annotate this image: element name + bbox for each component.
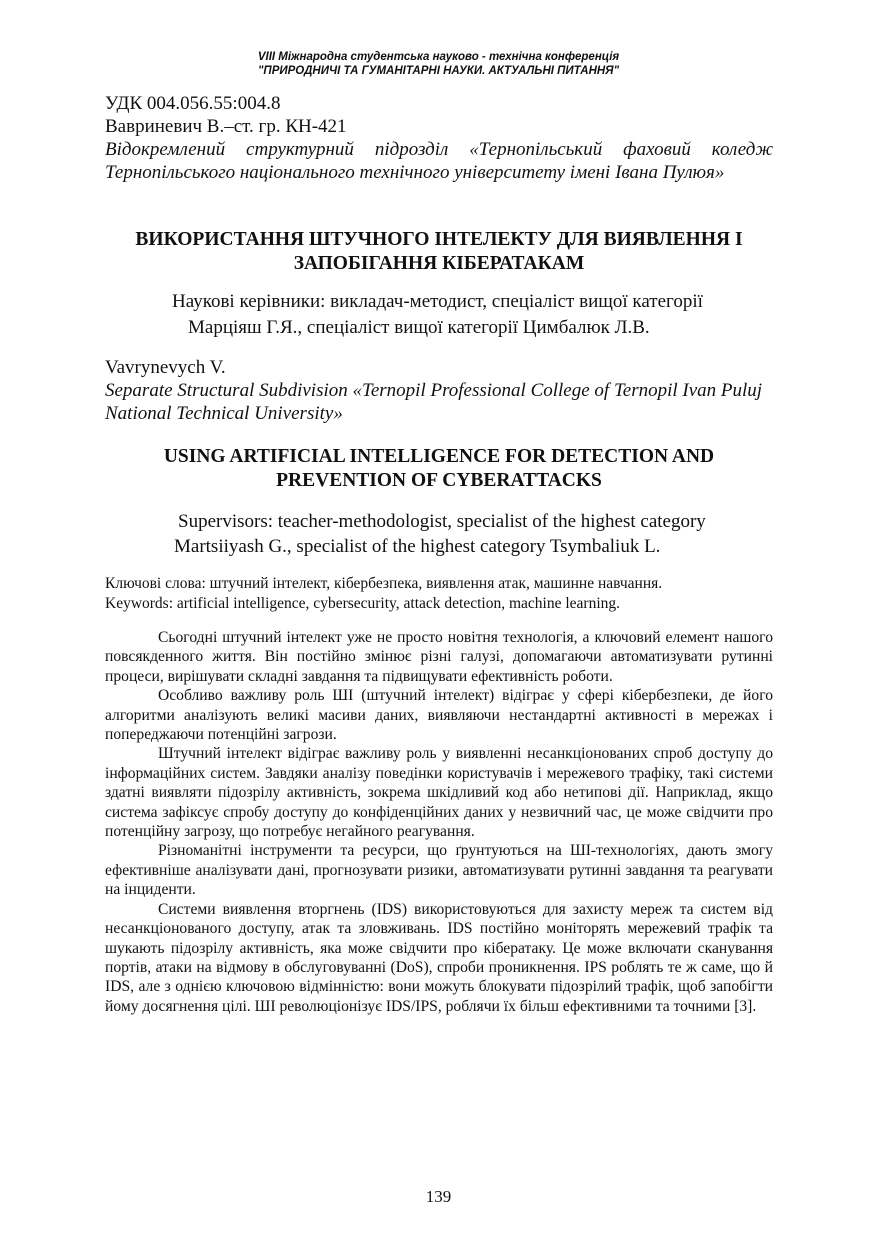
body-text	[105, 628, 773, 1016]
paragraph: Різноманітні інструменти та ресурси, що ґрунтуються на ШІ-технологіях, дають змогу ефективніше аналізувати дані, прогнозувати ризики, автоматизувати рутинні завдання та реагувати на інциденти.	[105, 842, 773, 899]
ua-supervisors-line2: Марціяш Г.Я., спеціаліст вищої категорії Цимбалюк Л.В.	[188, 317, 650, 338]
keywords-ua: Ключові слова: штучний інтелект, кібербезпека, виявлення атак, машинне навчання.	[105, 575, 663, 592]
paragraph: Системи виявлення вторгнень (IDS) використовуються для захисту мереж та систем від несанкціонованого доступу, атак та зловживань. IDS постійно моніторять мережевий трафік та шукають підозрілу активність, яка може свідчити про кібератаку. Це може включати сканування портів, атаки на відмову в обслуговуванні (DoS), спроби проникнення. IPS роблять те ж саме, що й IDS, але з однією ключовою відмінністю: вони можуть блокувати підозрілий трафік, щоб запобігти йому досягнення цілі. ШІ революціонізує IDS/IPS, роблячи їх більш ефективними та точними [3].	[105, 900, 773, 1015]
en-author: Vavrynevych V.	[105, 357, 226, 378]
keywords-block	[105, 574, 773, 614]
ua-supervisors-line1: Наукові керівники: викладач-методист, спеціаліст вищої категорії	[172, 291, 703, 312]
udk-code: УДК 004.056.55:004.8	[105, 93, 281, 114]
conference-header-line1: VIII Міжнародна студентська науково - технічна конференція	[257, 51, 620, 63]
en-supervisors-line2: Martsiiyash G., specialist of the highest category Tsymbaliuk L.	[174, 536, 661, 557]
en-author-block	[105, 356, 773, 425]
paragraph: Сьогодні штучний інтелект уже не просто новітня технологія, а ключовий елемент нашого повсякденного життя. Він постійно змінює різні галузі, допомагаючи автоматизувати рутинні процеси, вирішувати складні завдання та підвищувати ефективність роботи.	[105, 629, 773, 685]
conference-header	[0, 50, 877, 78]
conference-header-line2: "ПРИРОДНИЧІ ТА ГУМАНІТАРНІ НАУКИ. АКТУАЛЬНІ ПИТАННЯ"	[257, 65, 620, 77]
en-affiliation: Separate Structural Subdivision «Ternopil Professional College of Ternopil Ivan Puluj National Technical University»	[105, 380, 763, 424]
keywords-en: Keywords: artificial intelligence, cybersecurity, attack detection, machine learning.	[105, 595, 621, 612]
ua-author: Вавриневич В.–ст. гр. КН-421	[105, 116, 347, 137]
page-number: 139	[425, 1187, 452, 1206]
ua-title: ВИКОРИСТАННЯ ШТУЧНОГО ІНТЕЛЕКТУ ДЛЯ ВИЯВЛЕННЯ І ЗАПОБІГАННЯ КІБЕРАТАКАМ	[135, 229, 743, 274]
en-title: USING ARTIFICIAL INTELLIGENCE FOR DETECTION AND PREVENTION OF CYBERATTACKS	[163, 446, 715, 491]
paragraph: Штучний інтелект відіграє важливу роль у виявленні несанкціонованих спроб доступу до інформаційних систем. Завдяки аналізу поведінки користувачів і мережевого трафіку, такі системи здатні виявляти підозрілу активність, зокрема шкідливий код або нетипові дії. Наприклад, якщо система зафіксує спробу доступу до конфіденційних даних у незвичний час, це може свідчити про потенційну загрозу, що потребує негайного реагування.	[105, 745, 773, 841]
ua-affiliation: Відокремлений структурний підрозділ «Тернопільський фаховий коледж Тернопільського національного технічного університету імені Івана Пулюя»	[105, 139, 773, 183]
ua-author-block	[105, 92, 773, 184]
paragraph: Особливо важливу роль ШІ (штучний інтелект) відіграє у сфері кібербезпеки, де його алгоритми аналізують великі масиви даних, виявляючи нестандартні активності в мережах і попереджаючи потенційні загрози.	[105, 687, 773, 744]
en-supervisors-line1: Supervisors: teacher-methodologist, specialist of the highest category	[178, 511, 706, 532]
